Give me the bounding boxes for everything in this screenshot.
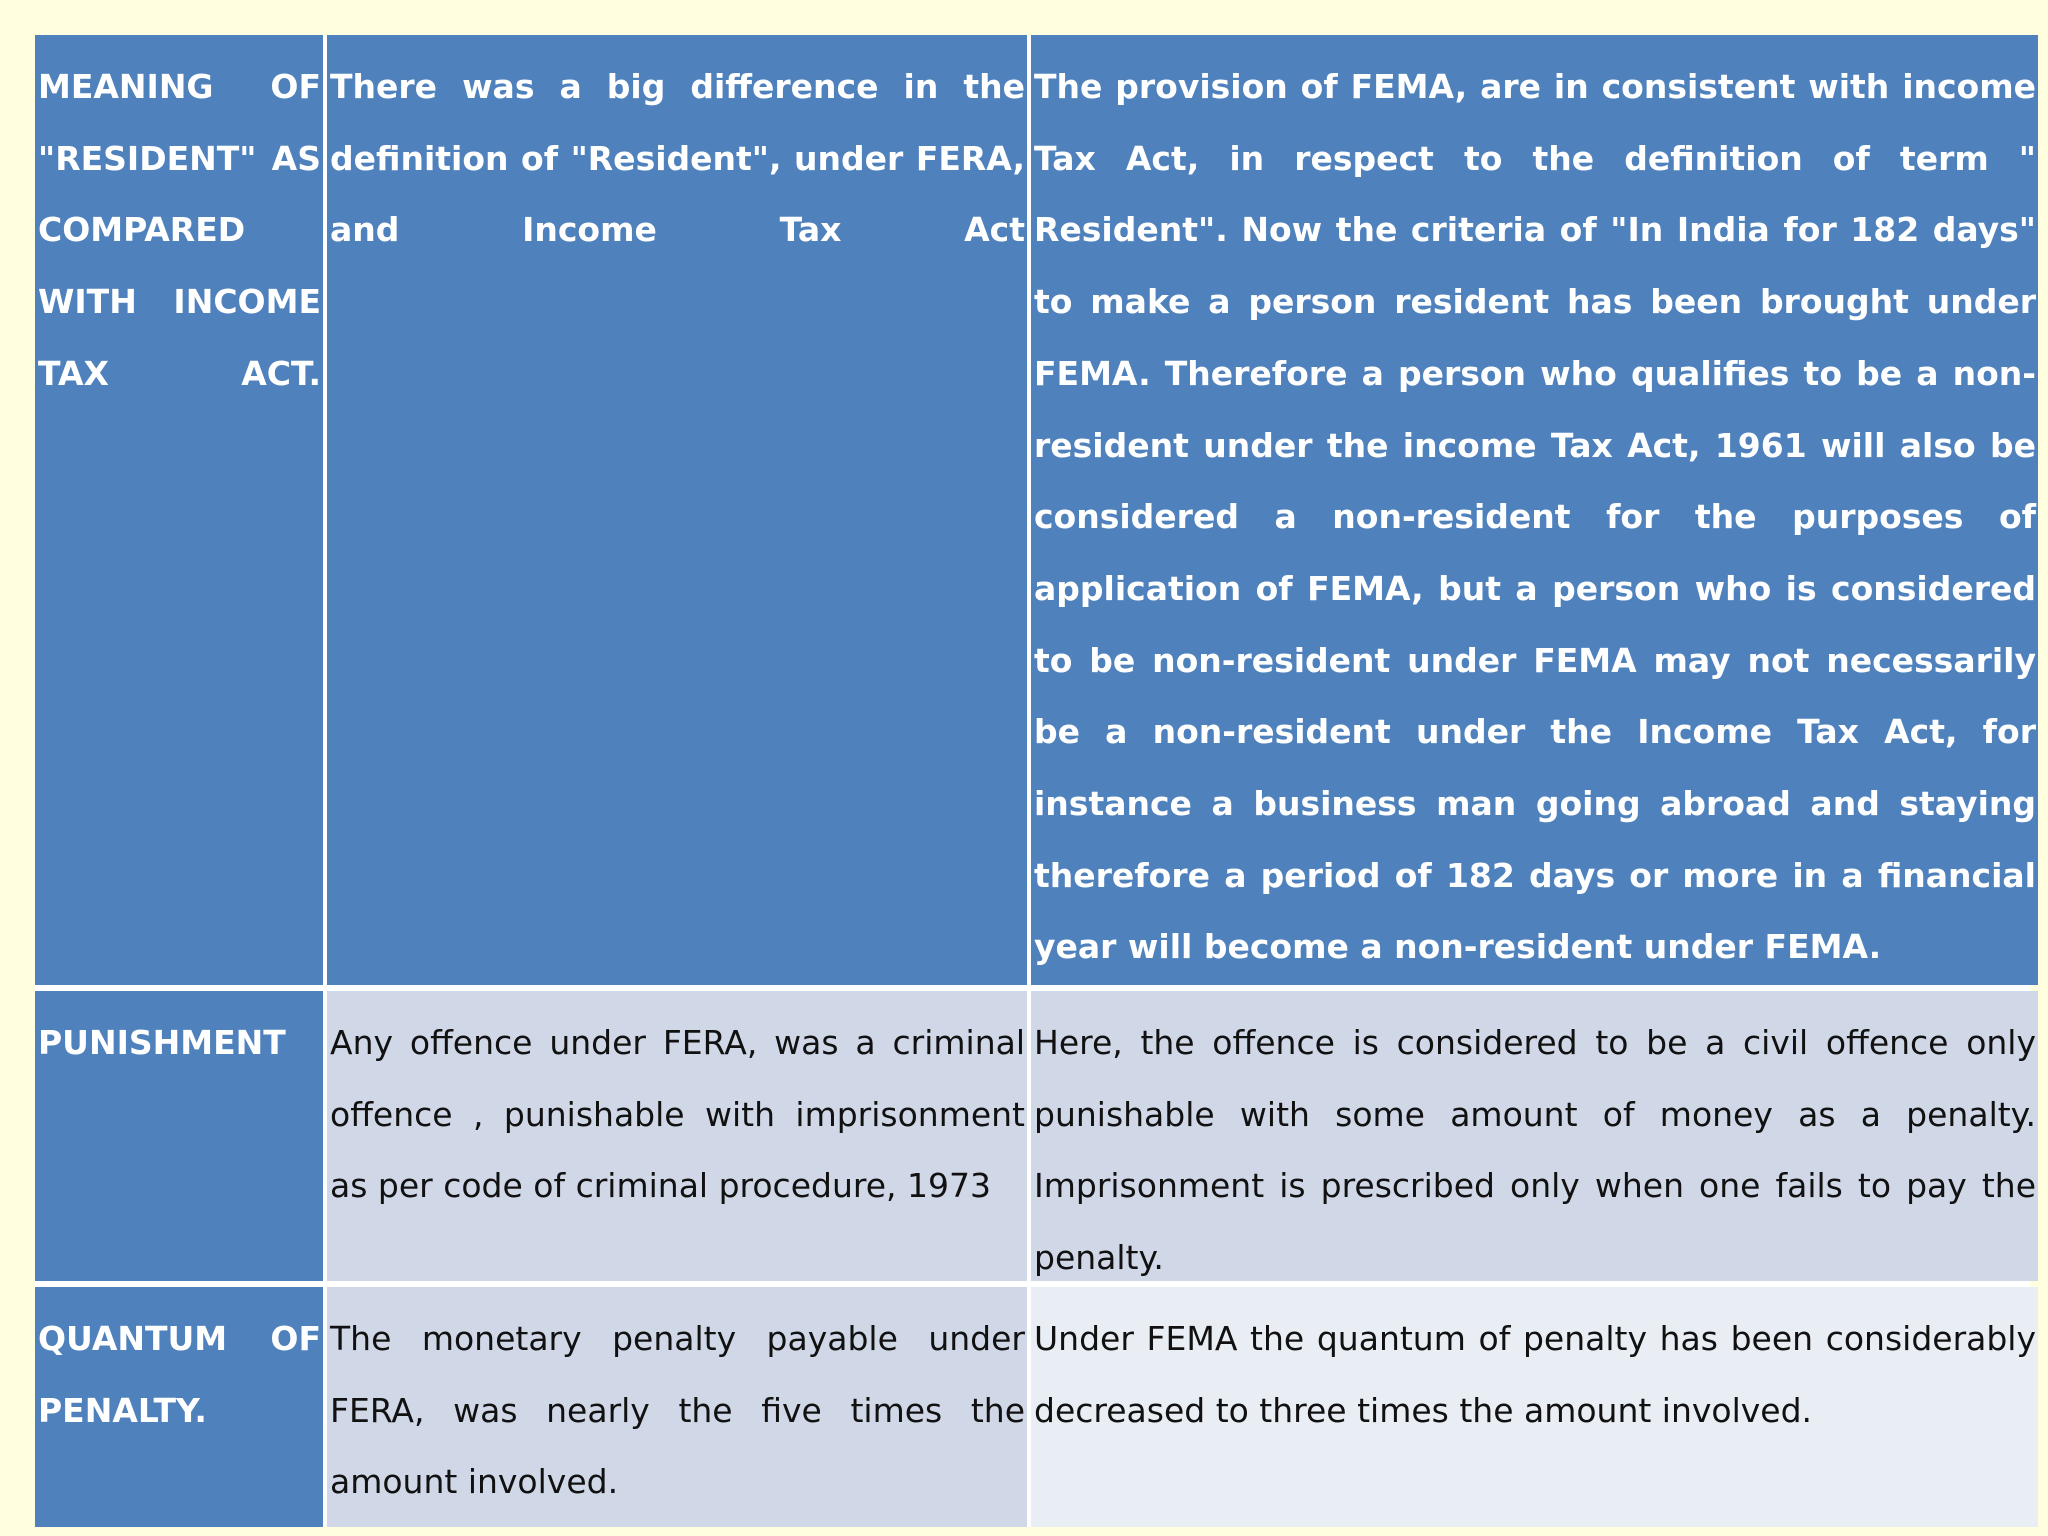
fera-cell-penalty: The monetary penalty payable under FERA, was nearly the five times the amount involved.: [327, 1287, 1027, 1527]
row-header-resident: MEANING OF "RESIDENT" AS COMPARED WITH INCOME TAX ACT.: [35, 35, 323, 985]
fema-cell-penalty: Under FEMA the quantum of penalty has been considerably decreased to three times the amount involved.: [1031, 1287, 2038, 1527]
fema-cell-punishment: Here, the offence is considered to be a civil offence only punishable with some amount of money as a penalty. Imprisonment is prescribed only when one fails to pay the penalty.: [1031, 991, 2038, 1281]
fera-cell-resident: There was a big difference in the definition of "Resident", under FERA, and Income Tax Act: [327, 35, 1027, 985]
row-header-penalty: QUANTUM OF PENALTY.: [35, 1287, 323, 1527]
fera-cell-punishment: Any offence under FERA, was a criminal offence , punishable with imprisonment as per code of criminal procedure, 1973: [327, 991, 1027, 1281]
comparison-table: [35, 35, 2036, 1527]
row-header-punishment: PUNISHMENT: [35, 991, 323, 1281]
fema-cell-resident: The provision of FEMA, are in consistent with income Tax Act, in respect to the definition of term " Resident". Now the criteria of "In India for 182 days" to make a person resident has been brought under FEMA. Therefore a person who qualifies to be a non-resident under the income Tax Act, 1961 will also be considered a non-resident for the purposes of application of FEMA, but a person who is considered to be non-resident under FEMA may not necessarily be a non-resident under the Income Tax Act, for instance a business man going abroad and staying therefore a period of 182 days or more in a financial year will become a non-resident under FEMA.: [1031, 35, 2038, 985]
